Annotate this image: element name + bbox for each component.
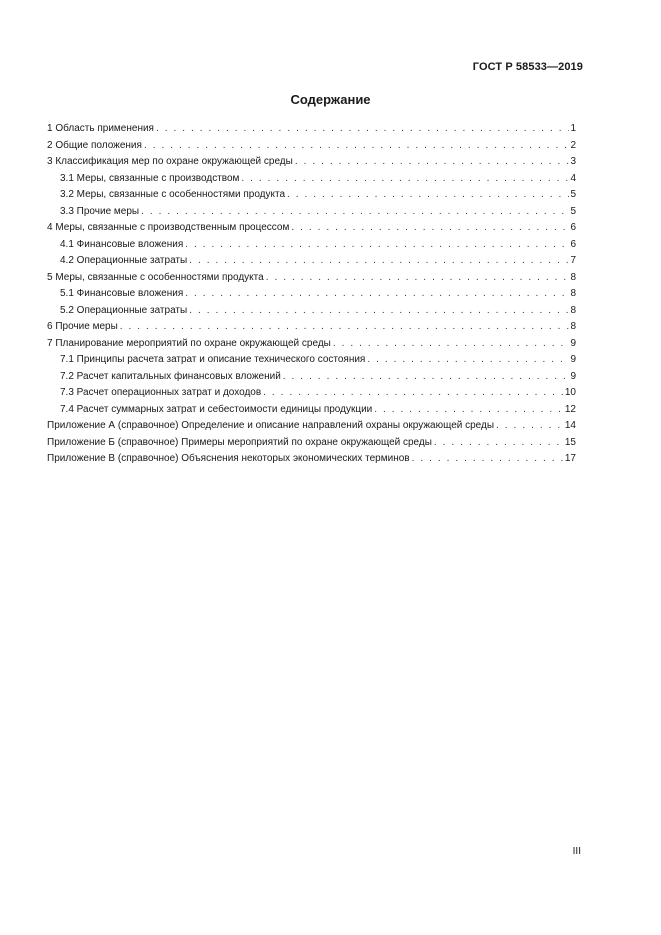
toc-entry-title: 7 Планирование мероприятий по охране окружающей среды [47, 337, 331, 349]
toc-entry-page: 9 [570, 370, 576, 382]
toc-entry-title: 5 Меры, связанные с особенностями продукта [47, 271, 264, 283]
toc-entry-page: 7 [570, 255, 576, 266]
toc-entry-page: 12 [564, 403, 576, 415]
toc-leader-dots [266, 270, 570, 287]
toc-entry-title: 6 Прочие меры [47, 321, 118, 332]
table-of-contents [47, 121, 576, 468]
toc-leader-dots [295, 154, 570, 171]
toc-entry-page: 5 [570, 189, 576, 200]
toc-entry-title: 5.2 Операционные затраты [60, 304, 188, 316]
toc-leader-dots [241, 171, 569, 188]
toc-entry-page: 17 [564, 453, 576, 464]
toc-entry-title: 4.2 Операционные затраты [60, 255, 188, 266]
toc-entry[interactable] [47, 385, 576, 402]
toc-entry-page: 8 [570, 304, 576, 316]
toc-entry-page: 3 [570, 156, 576, 167]
toc-entry-title: 7.2 Расчет капитальных финансовых вложений [60, 370, 281, 382]
toc-entry-page: 8 [570, 288, 576, 299]
toc-leader-dots [412, 451, 564, 468]
toc-entry-title: Приложение Б (справочное) Примеры мероприятий по охране окружающей среды [47, 436, 432, 448]
toc-entry-title: 2 Общие положения [47, 139, 142, 151]
toc-entry[interactable] [47, 237, 576, 254]
toc-leader-dots [333, 336, 570, 353]
toc-entry-page: 5 [570, 205, 576, 217]
toc-entry-title: Приложение В (справочное) Объяснения некоторых экономических терминов [47, 453, 410, 464]
toc-entry-title: 3 Классификация мер по охране окружающей среды [47, 156, 293, 167]
page-number: III [572, 846, 581, 857]
toc-entry[interactable] [47, 303, 576, 320]
toc-entry-page: 4 [570, 172, 576, 184]
toc-entry[interactable] [47, 220, 576, 237]
toc-entry[interactable] [47, 336, 576, 353]
toc-entry[interactable] [47, 171, 576, 188]
toc-entry-page: 6 [570, 222, 576, 233]
document-code: ГОСТ Р 58533—2019 [472, 61, 583, 73]
toc-leader-dots [263, 385, 564, 402]
toc-entry[interactable] [47, 369, 576, 386]
toc-leader-dots [283, 369, 570, 386]
toc-leader-dots [189, 303, 569, 320]
toc-entry-title: 4 Меры, связанные с производственным процессом [47, 222, 290, 233]
toc-entry-title: 7.4 Расчет суммарных затрат и себестоимости единицы продукции [60, 403, 373, 415]
toc-entry-page: 9 [570, 354, 576, 365]
toc-entry[interactable] [47, 204, 576, 221]
toc-leader-dots [120, 319, 570, 336]
toc-entry[interactable] [47, 286, 576, 303]
toc-leader-dots [374, 402, 564, 419]
toc-leader-dots [141, 204, 569, 221]
toc-entry[interactable] [47, 451, 576, 468]
toc-entry-title: 4.1 Финансовые вложения [60, 238, 184, 250]
toc-entry[interactable] [47, 187, 576, 204]
toc-leader-dots [434, 435, 564, 452]
toc-entry[interactable] [47, 121, 576, 138]
toc-leader-dots [185, 286, 569, 303]
toc-leader-dots [367, 352, 569, 369]
toc-entry[interactable] [47, 270, 576, 287]
toc-entry-page: 14 [564, 420, 576, 431]
toc-entry[interactable] [47, 253, 576, 270]
toc-entry[interactable] [47, 435, 576, 452]
toc-entry-page: 1 [570, 123, 576, 134]
toc-title: Содержание [290, 92, 371, 107]
toc-entry[interactable] [47, 319, 576, 336]
toc-leader-dots [156, 121, 569, 138]
toc-entry-page: 9 [570, 337, 576, 349]
toc-entry-title: Приложение А (справочное) Определение и описание направлений охраны окружающей среды [47, 420, 495, 431]
toc-leader-dots [185, 237, 569, 254]
toc-leader-dots [291, 220, 569, 237]
toc-entry-title: 7.3 Расчет операционных затрат и доходов [60, 387, 262, 398]
toc-entry[interactable] [47, 352, 576, 369]
toc-entry-page: 8 [570, 321, 576, 332]
toc-entry-title: 5.1 Финансовые вложения [60, 288, 184, 299]
toc-leader-dots [144, 138, 570, 155]
toc-entry-title: 7.1 Принципы расчета затрат и описание технического состояния [60, 354, 366, 365]
toc-entry-page: 8 [570, 271, 576, 283]
toc-leader-dots [287, 187, 569, 204]
toc-entry[interactable] [47, 154, 576, 171]
toc-entry[interactable] [47, 138, 576, 155]
toc-entry-page: 10 [564, 387, 576, 398]
toc-entry-page: 2 [570, 139, 576, 151]
toc-leader-dots [496, 418, 564, 435]
toc-entry-title: 3.2 Меры, связанные с особенностями продукта [60, 189, 286, 200]
toc-entry-page: 6 [570, 238, 576, 250]
toc-entry[interactable] [47, 402, 576, 419]
toc-entry-title: 1 Область применения [47, 123, 154, 134]
toc-entry-title: 3.3 Прочие меры [60, 205, 140, 217]
toc-entry-title: 3.1 Меры, связанные с производством [60, 172, 240, 184]
toc-entry[interactable] [47, 418, 576, 435]
toc-leader-dots [189, 253, 569, 270]
toc-entry-page: 15 [564, 436, 576, 448]
